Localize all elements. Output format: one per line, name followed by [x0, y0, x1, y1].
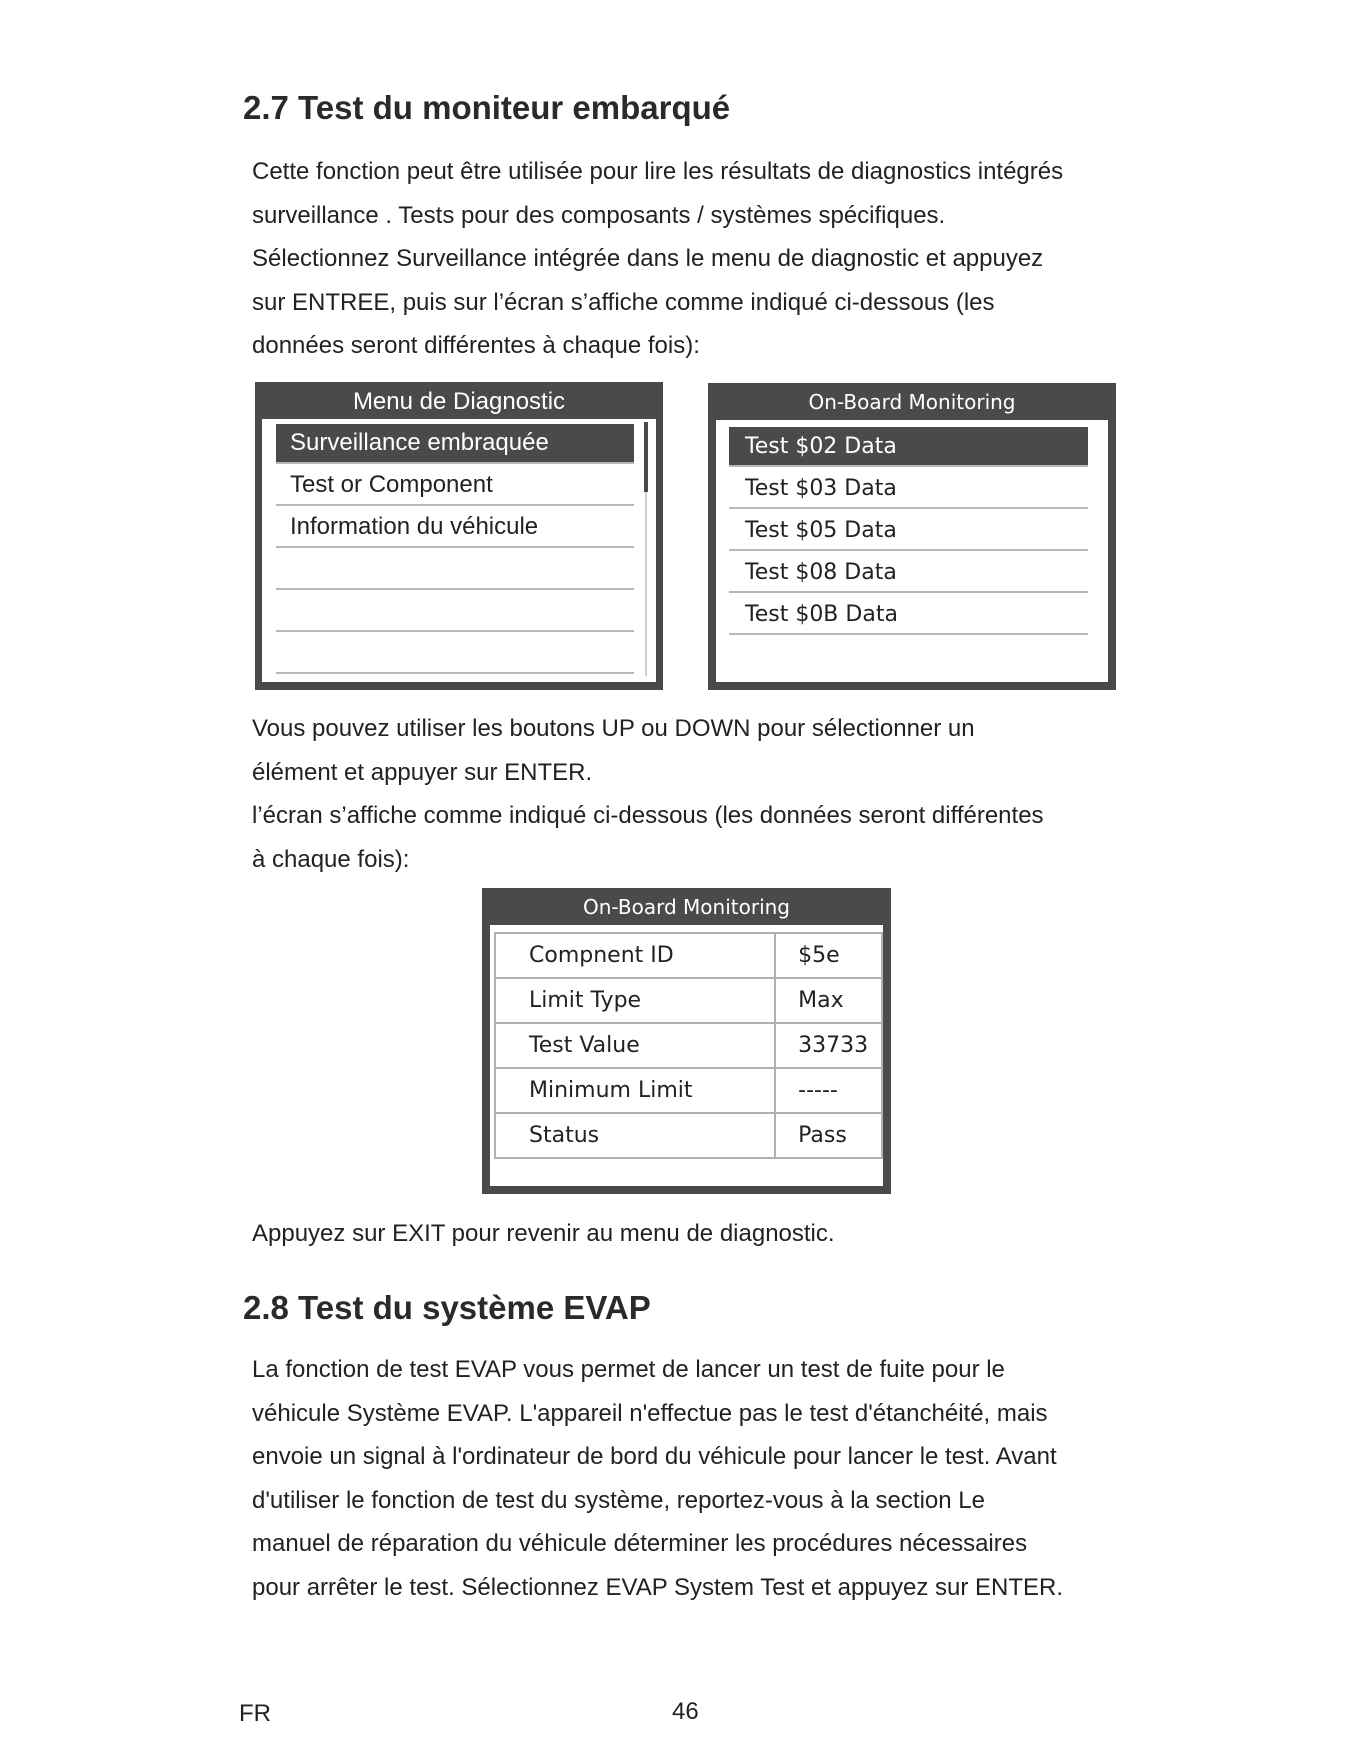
row-value: 33733: [775, 1023, 882, 1068]
evap-line: d'utiliser le fonction de test du système, reportez-vous à la section Le: [252, 1486, 985, 1514]
row-value: $5e: [775, 933, 882, 978]
table-row: [495, 978, 882, 1023]
menu-list: [262, 419, 656, 682]
evap-line: véhicule Système EVAP. L'appareil n'effectue pas le test d'étanchéité, mais: [252, 1399, 1048, 1427]
row-key: Compnent ID: [495, 933, 775, 978]
middle-line: élément et appuyer sur ENTER.: [252, 758, 593, 786]
intro-line: Cette fonction peut être utilisée pour lire les résultats de diagnostics intégrés: [252, 158, 1064, 185]
obm-item-test-05[interactable]: Test $05 Data: [729, 511, 1088, 551]
menu-item-test-component[interactable]: Test or Component: [276, 466, 634, 506]
row-key: Limit Type: [495, 978, 775, 1023]
intro-line: Sélectionnez Surveillance intégrée dans le menu de diagnostic et appuyez: [252, 245, 1044, 273]
menu-item-empty: [276, 592, 634, 632]
screen-title: On-Board Monitoring: [808, 390, 1016, 414]
intro-line: sur ENTREE, puis sur l’écran s’affiche comme indiqué ci-dessous (les: [252, 288, 995, 316]
section-heading-2-7: 2.7 Test du moniteur embarqué: [243, 89, 731, 126]
scrollbar-thumb[interactable]: [644, 422, 648, 492]
evap-line: La fonction de test EVAP vous permet de lancer un test de fuite pour le: [252, 1356, 1005, 1383]
row-value: -----: [775, 1068, 882, 1113]
screen-title: On-Board Monitoring: [582, 895, 790, 919]
intro-paragraph: [252, 150, 1152, 368]
exit-line: Appuyez sur EXIT pour revenir au menu de diagnostic.: [252, 1220, 835, 1247]
table-row: [495, 933, 882, 978]
obm-result-table: [494, 932, 883, 1159]
obm-item-test-0b[interactable]: Test $0B Data: [729, 595, 1088, 635]
evap-line: envoie un signal à l'ordinateur de bord du véhicule pour lancer le test. Avant: [252, 1443, 1057, 1471]
evap-line: pour arrêter le test. Sélectionnez EVAP System Test et appuyez sur ENTER.: [252, 1573, 1064, 1601]
diagnostic-menu-screen: [255, 382, 663, 690]
screen-title: Menu de Diagnostic: [352, 388, 566, 415]
middle-line: l’écran s’affiche comme indiqué ci-dessous (les données seront différentes: [252, 802, 1044, 830]
menu-item-vehicle-info[interactable]: Information du véhicule: [276, 508, 634, 548]
table-row: [495, 1023, 882, 1068]
exit-paragraph: [252, 1212, 1152, 1256]
obm-item-test-08[interactable]: Test $08 Data: [729, 553, 1088, 593]
menu-item-empty: [276, 550, 634, 590]
page-number: 46: [672, 1698, 699, 1725]
menu-item-surveillance[interactable]: Surveillance embraquée: [276, 424, 634, 464]
footer-language: FR: [239, 1700, 271, 1727]
obm-item-test-03[interactable]: Test $03 Data: [729, 469, 1088, 509]
menu-item-empty: [276, 634, 634, 674]
table-row: [495, 1068, 882, 1113]
obm-test-list: [716, 420, 1108, 682]
evap-paragraph: [252, 1348, 1152, 1610]
obm-item-test-02[interactable]: Test $02 Data: [729, 427, 1088, 467]
row-key: Test Value: [495, 1023, 775, 1068]
intro-line: surveillance . Tests pour des composants / systèmes spécifiques.: [252, 201, 946, 229]
obm-result-panel: [490, 925, 883, 1186]
table-row: [495, 1113, 882, 1158]
section-heading-2-8: 2.8 Test du système EVAP: [243, 1289, 651, 1326]
navigation-paragraph: [252, 707, 1152, 881]
intro-line: données seront différentes à chaque fois):: [252, 332, 700, 360]
row-value: Pass: [775, 1113, 882, 1158]
middle-line: à chaque fois):: [252, 845, 410, 873]
row-value: Max: [775, 978, 882, 1023]
row-key: Minimum Limit: [495, 1068, 775, 1113]
middle-line: Vous pouvez utiliser les boutons UP ou DOWN pour sélectionner un: [252, 715, 975, 742]
obm-result-screen: [482, 888, 891, 1194]
obm-list-screen: [708, 383, 1116, 690]
evap-line: manuel de réparation du véhicule déterminer les procédures nécessaires: [252, 1530, 1028, 1558]
row-key: Status: [495, 1113, 775, 1158]
